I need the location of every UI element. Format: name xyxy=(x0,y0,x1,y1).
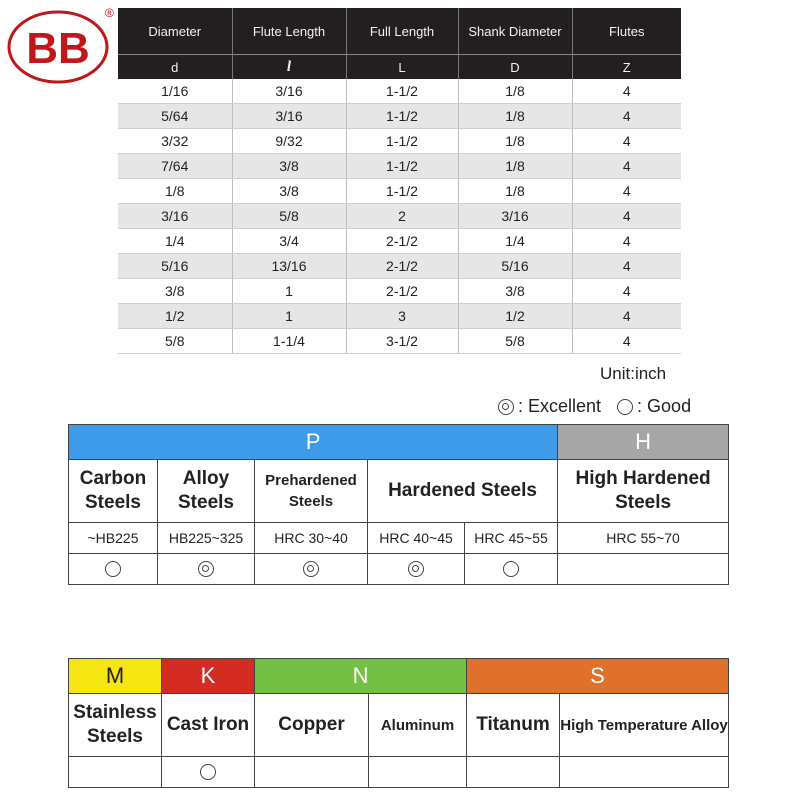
good-symbol-icon xyxy=(617,399,633,415)
group-p: P xyxy=(69,425,558,460)
excellent-rating-icon xyxy=(408,561,424,577)
flute-length-cell: 9/32 xyxy=(232,129,346,154)
table-row xyxy=(118,154,681,179)
unit-label: Unit:inch xyxy=(600,364,667,383)
diameter-cell: 5/64 xyxy=(118,104,232,129)
flutes-cell: 4 xyxy=(572,154,681,179)
table-row xyxy=(118,329,681,354)
full-length-cell: 1-1/2 xyxy=(346,129,458,154)
table-row xyxy=(118,204,681,229)
flute-length-cell: 3/16 xyxy=(232,79,346,104)
shank-diameter-cell: 3/16 xyxy=(458,204,572,229)
shank-diameter-cell: 1/8 xyxy=(458,129,572,154)
flute-length-cell: 1-1/4 xyxy=(232,329,346,354)
hardness-cell: HB225~325 xyxy=(158,523,255,554)
bb-logo xyxy=(6,8,111,86)
shank-diameter-cell: 5/16 xyxy=(458,254,572,279)
table-row xyxy=(118,104,681,129)
full-length-cell: 1-1/2 xyxy=(346,79,458,104)
flute-length-cell: 3/8 xyxy=(232,154,346,179)
diameter-cell: 5/16 xyxy=(118,254,232,279)
material-cast-iron: Cast Iron xyxy=(162,694,255,757)
rating-cell xyxy=(69,757,162,788)
table-row xyxy=(118,229,681,254)
flute-length-cell: 5/8 xyxy=(232,204,346,229)
rating-cell xyxy=(368,554,465,585)
full-length-cell: 2-1/2 xyxy=(346,254,458,279)
material-carbon-steels: Carbon Steels xyxy=(69,460,158,523)
flute-length-cell: 1 xyxy=(232,304,346,329)
flutes-cell: 4 xyxy=(572,129,681,154)
materials-table-m-k-n-s xyxy=(68,658,729,788)
flutes-cell: 4 xyxy=(572,204,681,229)
full-length-cell: 1-1/2 xyxy=(346,179,458,204)
group-s: S xyxy=(467,659,729,694)
material-stainless-steels: Stainless Steels xyxy=(69,694,162,757)
hardness-cell: HRC 55~70 xyxy=(558,523,729,554)
flutes-cell: 4 xyxy=(572,329,681,354)
shank-diameter-cell: 5/8 xyxy=(458,329,572,354)
shank-diameter-cell: 1/4 xyxy=(458,229,572,254)
hardness-cell: HRC 30~40 xyxy=(255,523,368,554)
flutes-cell: 4 xyxy=(572,79,681,104)
flutes-cell: 4 xyxy=(572,304,681,329)
rating-cell xyxy=(558,554,729,585)
table-row xyxy=(118,179,681,204)
diameter-cell: 3/16 xyxy=(118,204,232,229)
material-hardened-steels: Hardened Steels xyxy=(368,460,558,523)
flute-length-cell: 3/8 xyxy=(232,179,346,204)
shank-diameter-cell: 1/2 xyxy=(458,304,572,329)
excellent-symbol-icon xyxy=(498,399,514,415)
flute-length-cell: 1 xyxy=(232,279,346,304)
shank-diameter-cell: 3/8 xyxy=(458,279,572,304)
good-rating-icon xyxy=(503,561,519,577)
shank-diameter-cell: 1/8 xyxy=(458,104,572,129)
header-full-length: Full Length xyxy=(346,8,458,55)
rating-cell xyxy=(162,757,255,788)
size-table xyxy=(118,8,681,354)
flute-length-cell: 3/4 xyxy=(232,229,346,254)
symbol-l: l xyxy=(232,55,346,80)
shank-diameter-cell: 1/8 xyxy=(458,79,572,104)
header-flutes: Flutes xyxy=(572,8,681,55)
full-length-cell: 1-1/2 xyxy=(346,154,458,179)
rating-cell xyxy=(69,554,158,585)
hardness-cell: HRC 40~45 xyxy=(368,523,465,554)
legend-good: : Good xyxy=(637,396,692,416)
rating-cell xyxy=(369,757,467,788)
material-copper: Copper xyxy=(255,694,369,757)
size-table-body xyxy=(118,79,681,354)
full-length-cell: 3 xyxy=(346,304,458,329)
material-prehardened-steels: Prehardened Steels xyxy=(255,460,368,523)
excellent-rating-icon xyxy=(303,561,319,577)
rating-cell xyxy=(255,757,369,788)
diameter-cell: 3/32 xyxy=(118,129,232,154)
symbol-L: L xyxy=(346,55,458,80)
rating-cell xyxy=(255,554,368,585)
full-length-cell: 2-1/2 xyxy=(346,229,458,254)
rating-cell xyxy=(158,554,255,585)
group-k: K xyxy=(162,659,255,694)
diameter-cell: 7/64 xyxy=(118,154,232,179)
group-h: H xyxy=(558,425,729,460)
table-row xyxy=(118,279,681,304)
excellent-rating-icon xyxy=(198,561,214,577)
legend xyxy=(498,396,691,417)
diameter-cell: 1/4 xyxy=(118,229,232,254)
diameter-cell: 3/8 xyxy=(118,279,232,304)
header-shank-diameter: Shank Diameter xyxy=(458,8,572,55)
table-row xyxy=(118,79,681,104)
header-flute-length: Flute Length xyxy=(232,8,346,55)
flute-length-cell: 13/16 xyxy=(232,254,346,279)
diameter-cell: 1/8 xyxy=(118,179,232,204)
material-aluminum: Aluminum xyxy=(369,694,467,757)
group-m: M xyxy=(69,659,162,694)
symbol-D: D xyxy=(458,55,572,80)
material-titanum: Titanum xyxy=(467,694,560,757)
flutes-cell: 4 xyxy=(572,179,681,204)
flutes-cell: 4 xyxy=(572,254,681,279)
symbol-d: d xyxy=(118,55,232,80)
diameter-cell: 1/16 xyxy=(118,79,232,104)
logo-text: BB xyxy=(26,24,90,73)
rating-cell xyxy=(465,554,558,585)
full-length-cell: 2-1/2 xyxy=(346,279,458,304)
hardness-cell: HRC 45~55 xyxy=(465,523,558,554)
full-length-cell: 3-1/2 xyxy=(346,329,458,354)
material-high-temperature-alloy: High Temperature Alloy xyxy=(560,694,729,757)
group-n: N xyxy=(255,659,467,694)
legend-excellent: : Excellent xyxy=(518,396,602,416)
flute-length-cell: 3/16 xyxy=(232,104,346,129)
good-rating-icon xyxy=(105,561,121,577)
header-diameter: Diameter xyxy=(118,8,232,55)
table-row xyxy=(118,304,681,329)
full-length-cell: 2 xyxy=(346,204,458,229)
flutes-cell: 4 xyxy=(572,229,681,254)
diameter-cell: 5/8 xyxy=(118,329,232,354)
table-row xyxy=(118,254,681,279)
good-rating-icon xyxy=(200,764,216,780)
flutes-cell: 4 xyxy=(572,104,681,129)
flutes-cell: 4 xyxy=(572,279,681,304)
registered-mark: ® xyxy=(105,6,114,20)
symbol-Z: Z xyxy=(572,55,681,80)
shank-diameter-cell: 1/8 xyxy=(458,154,572,179)
rating-cell xyxy=(560,757,729,788)
table-row xyxy=(118,129,681,154)
hardness-cell: ~HB225 xyxy=(69,523,158,554)
rating-cell xyxy=(467,757,560,788)
material-high-hardened-steels: High Hardened Steels xyxy=(558,460,729,523)
materials-table-p-h xyxy=(68,424,729,585)
full-length-cell: 1-1/2 xyxy=(346,104,458,129)
material-alloy-steels: Alloy Steels xyxy=(158,460,255,523)
shank-diameter-cell: 1/8 xyxy=(458,179,572,204)
diameter-cell: 1/2 xyxy=(118,304,232,329)
